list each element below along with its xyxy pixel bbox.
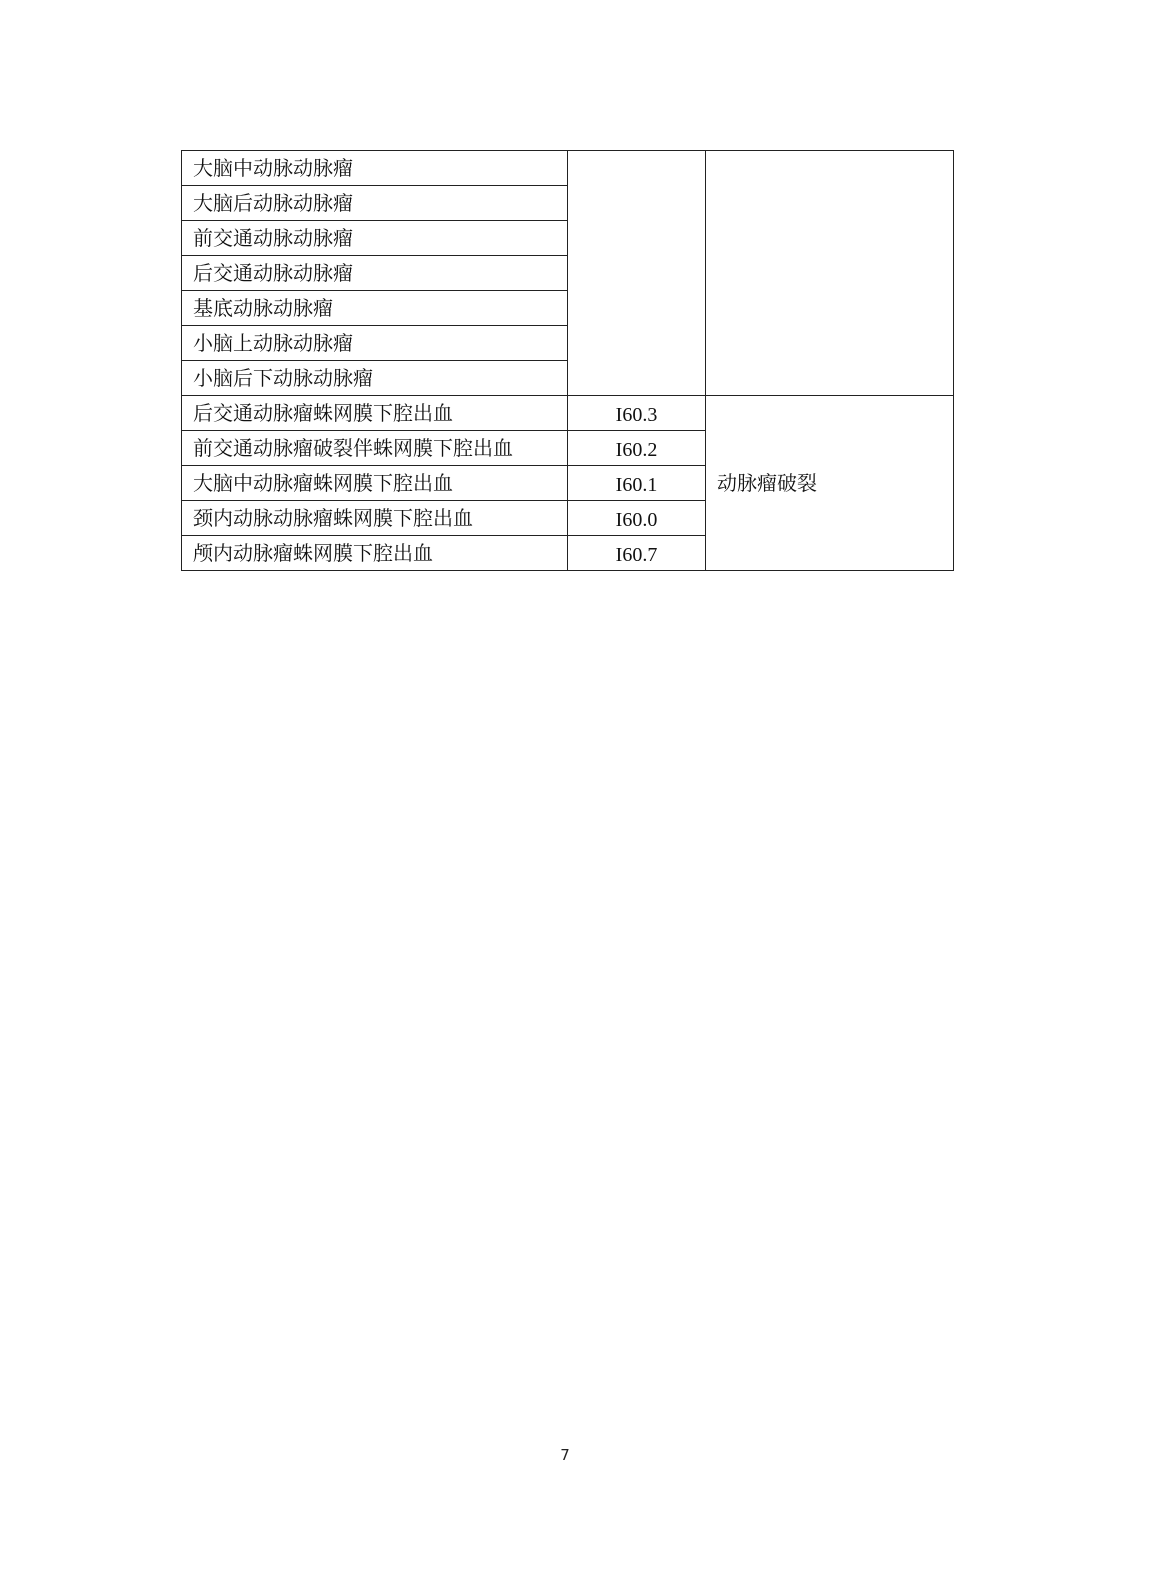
diagnosis-name-cell: 颈内动脉动脉瘤蛛网膜下腔出血 — [182, 501, 568, 536]
table-row — [182, 396, 954, 431]
icd-code-cell: I60.1 — [568, 466, 706, 501]
diagnosis-name-cell: 后交通动脉瘤蛛网膜下腔出血 — [182, 396, 568, 431]
table-row — [182, 151, 954, 186]
diagnosis-name-cell: 后交通动脉动脉瘤 — [182, 256, 568, 291]
diagnosis-name-cell: 大脑中动脉动脉瘤 — [182, 151, 568, 186]
diagnosis-name-cell: 基底动脉动脉瘤 — [182, 291, 568, 326]
diagnosis-name-cell: 前交通动脉瘤破裂伴蛛网膜下腔出血 — [182, 431, 568, 466]
icd-code-cell: I60.3 — [568, 396, 706, 431]
diagnosis-code-table — [181, 150, 954, 571]
note-cell-empty — [706, 151, 954, 396]
diagnosis-name-cell: 前交通动脉动脉瘤 — [182, 221, 568, 256]
icd-code-cell: I60.7 — [568, 536, 706, 571]
code-cell-empty — [568, 151, 706, 396]
icd-code-cell: I60.2 — [568, 431, 706, 466]
diagnosis-name-cell: 大脑后动脉动脉瘤 — [182, 186, 568, 221]
diagnosis-name-cell: 小脑上动脉动脉瘤 — [182, 326, 568, 361]
icd-code-cell: I60.0 — [568, 501, 706, 536]
note-cell: 动脉瘤破裂 — [706, 396, 954, 571]
page-number: 7 — [560, 1446, 570, 1464]
diagnosis-name-cell: 大脑中动脉瘤蛛网膜下腔出血 — [182, 466, 568, 501]
diagnosis-name-cell: 颅内动脉瘤蛛网膜下腔出血 — [182, 536, 568, 571]
diagnosis-name-cell: 小脑后下动脉动脉瘤 — [182, 361, 568, 396]
